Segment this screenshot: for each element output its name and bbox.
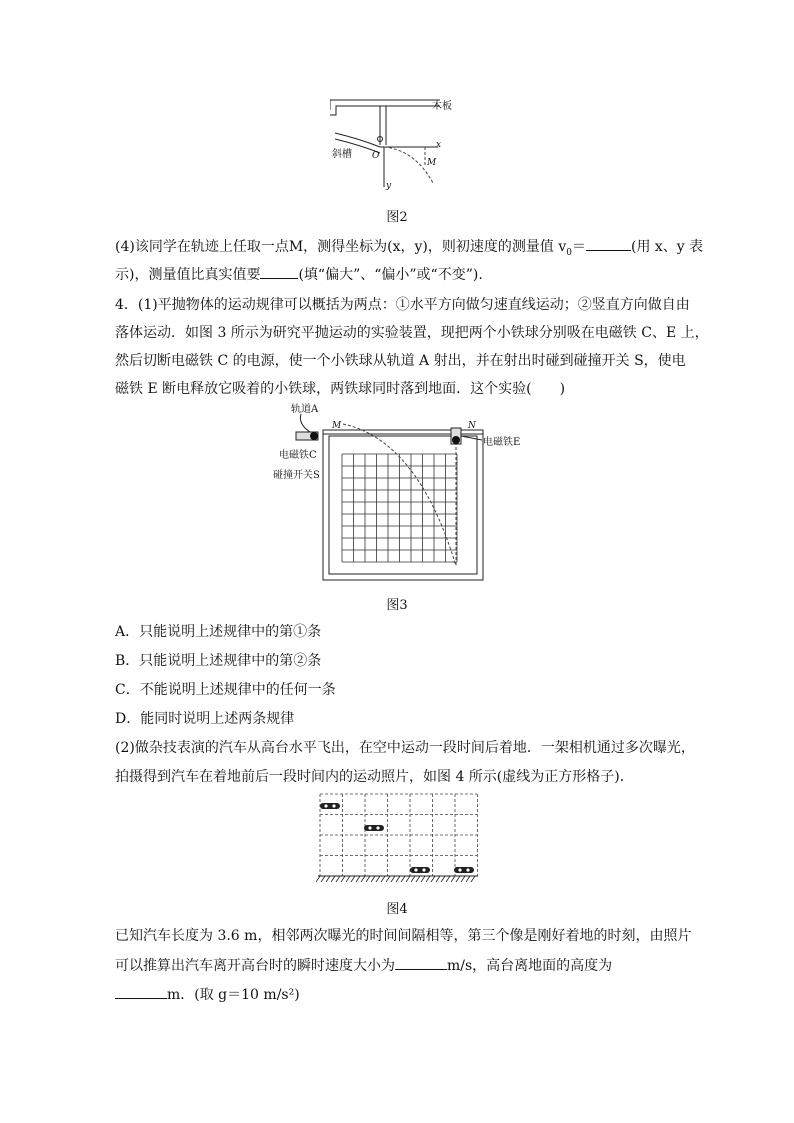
answer-blank-speed[interactable] [395, 955, 447, 970]
q4-part2-line2: 拍摄得到汽车在着地前后一段时间内的运动照片，如图 4 所示(虚线为正方形格子)． [115, 769, 634, 785]
q4-part2-cont-line2: 可以推算出汽车离开高台时的瞬时速度大小为 m/s，高台离地面的高度为 [115, 955, 612, 976]
fig2-m-label: M [427, 158, 437, 168]
option-c[interactable]: C．不能说明上述规律中的任何一条 [115, 682, 336, 698]
fig3-magnet-e-label: 电磁铁E [483, 437, 521, 448]
car-image-2 [364, 825, 384, 831]
fig3-caption: 图3 [386, 598, 408, 613]
q4-part4-line1: (4)该同学在轨迹上任取一点M，测得坐标为(x，y)，则初速度的测量值 $v_0=$ (用 x、y 表 [115, 236, 703, 263]
fig3-magnet-c-label: 电磁铁C [279, 450, 317, 461]
fig2-o-label: O [372, 151, 380, 161]
fig3-n-label: N [468, 421, 476, 431]
fig2-board-label: 木板 [432, 101, 452, 112]
answer-blank-height[interactable] [115, 984, 167, 999]
fig2-slot-label: 斜槽 [332, 149, 352, 160]
q4-part2-line1: (2)做杂技表演的汽车从高台水平飞出，在空中运动一段时间后着地．一架相机通过多次曝光， [115, 740, 695, 756]
q4-line2: 落体运动．如图 3 所示为研究平抛运动的实验装置，现把两个小铁球分别吸在电磁铁 C、E 上， [115, 325, 709, 341]
q4-part4-line2: 示)，测量值比真实值要 (填“偏大”、“偏小”或“不变”). [115, 264, 483, 285]
fig2-y-label: y [386, 181, 392, 191]
q4-line3: 然后切断电磁铁 C 的电源，使一个小铁球从轨道 A 射出，并在射出时碰到碰撞开关 S，使电 [115, 353, 686, 369]
fig2-caption: 图2 [386, 210, 408, 225]
q4-line1: 4．(1)平抛物体的运动规律可以概括为两点：①水平方向做匀速直线运动；②竖直方向做自由 [115, 297, 690, 313]
figure-2 [330, 95, 460, 195]
car-image-3 [410, 867, 430, 873]
fig3-switch-label: 碰撞开关S [273, 470, 320, 481]
q4-part2-cont-line3: m．(取 g＝10 m/s²) [115, 984, 300, 1005]
fig2-x-label: x [436, 140, 442, 150]
q4-part2-cont-line1: 已知汽车长度为 3.6 m，相邻两次曝光的时间间隔相等，第三个像是刚好着地的时刻，由照片 [115, 928, 692, 944]
q4-line4: 磁铁 E 断电释放它吸着的小铁球，两铁球同时落到地面．这个实验( ) [115, 381, 566, 397]
fig4-grid [320, 794, 478, 876]
fig3-track-label: 轨道A [291, 404, 319, 415]
car-image-4 [454, 867, 474, 873]
option-b[interactable]: B．只能说明上述规律中的第②条 [115, 653, 322, 669]
option-a[interactable]: A．只能说明上述规律中的第①条 [115, 624, 322, 640]
figure-4 [316, 790, 480, 886]
fig4-ground-hatch [316, 876, 475, 882]
figure-3 [268, 400, 538, 585]
answer-blank-v0[interactable] [586, 236, 631, 251]
fig3-grid [342, 454, 457, 562]
car-image-1 [320, 803, 340, 809]
option-d[interactable]: D．能同时说明上述两条规律 [115, 711, 295, 727]
answer-blank-bias[interactable] [260, 264, 298, 279]
fig4-caption: 图4 [386, 902, 408, 917]
fig3-m-label: M [332, 421, 342, 431]
